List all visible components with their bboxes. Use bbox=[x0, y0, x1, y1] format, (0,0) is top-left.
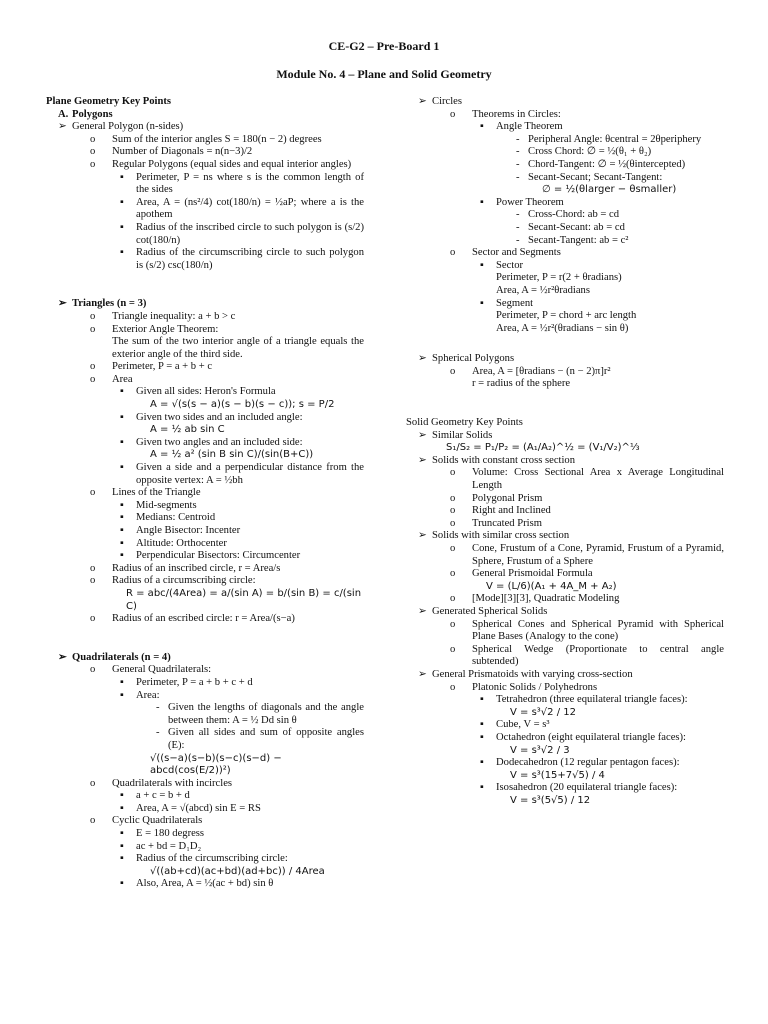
circle-bullet-icon: o bbox=[90, 664, 96, 676]
list-item bbox=[46, 652, 364, 665]
square-bullet-icon: ▪ bbox=[480, 297, 484, 309]
square-bullet-icon: ▪ bbox=[120, 790, 124, 802]
item-text: Perimeter, P = r(2 + θradians) bbox=[496, 272, 622, 284]
list-item bbox=[46, 386, 364, 399]
item-text: Given a side and a perpendicular distance from the opposite vertex: A = ½bh bbox=[136, 462, 364, 486]
square-bullet-icon: ▪ bbox=[480, 782, 484, 794]
item-text: Area, A = ½r²(θradians − sin θ) bbox=[496, 322, 629, 334]
item-text: Given all sides and sum of opposite angles (E): bbox=[168, 727, 364, 751]
list-item bbox=[406, 707, 724, 720]
item-text: Cross Chord: ∅ = ½(θ₁ + θ₂) bbox=[528, 146, 652, 158]
square-bullet-icon: ▪ bbox=[480, 121, 484, 133]
item-text: Solid Geometry Key Points bbox=[406, 417, 523, 429]
spacer bbox=[46, 272, 364, 298]
list-item bbox=[46, 109, 364, 122]
item-text: Segment bbox=[496, 297, 534, 309]
item-text: Perimeter, P = ns where s is the common length of the sides bbox=[136, 171, 364, 196]
list-item bbox=[46, 613, 364, 626]
arrow-bullet-icon: ➢ bbox=[418, 605, 427, 617]
list-item bbox=[46, 96, 364, 109]
list-item bbox=[406, 260, 724, 273]
item-text: ac + bd = D₁D₂ bbox=[136, 840, 202, 852]
circle-bullet-icon: o bbox=[450, 517, 456, 529]
list-item bbox=[406, 417, 724, 430]
list-item bbox=[46, 866, 364, 879]
item-text: Spherical Polygons bbox=[432, 353, 515, 365]
list-item bbox=[46, 664, 364, 677]
arrow-bullet-icon: ➢ bbox=[58, 121, 67, 133]
list-item bbox=[46, 753, 364, 778]
circle-bullet-icon: o bbox=[450, 593, 456, 605]
dash-bullet-icon: - bbox=[516, 133, 520, 145]
item-text: Radius of the circumscribing circle to such polygon is (s/2) csc(180/n) bbox=[136, 247, 364, 271]
square-bullet-icon: ▪ bbox=[120, 525, 124, 536]
item-text: Theorems in Circles: bbox=[472, 108, 561, 120]
item-text: Cone, Frustum of a Cone, Pyramid, Frustum of a Pyramid, Sphere, Frustum of a Sphere bbox=[472, 543, 724, 567]
list-item bbox=[46, 563, 364, 576]
list-item bbox=[406, 353, 724, 366]
circle-bullet-icon: o bbox=[450, 492, 456, 504]
circle-bullet-icon: o bbox=[90, 133, 96, 145]
formula-text: V = (L/6)(A₁ + 4A_M + A₂) bbox=[486, 580, 617, 592]
list-item bbox=[406, 770, 724, 783]
circle-bullet-icon: o bbox=[90, 361, 96, 373]
dash-bullet-icon: - bbox=[516, 146, 520, 158]
item-text: Perimeter, P = chord + arc length bbox=[496, 310, 637, 322]
item-text: Area, A = (ns²/4) cot(180/n) = ½aP; where a is the apothem bbox=[136, 196, 364, 221]
square-bullet-icon: ▪ bbox=[120, 802, 124, 814]
circle-bullet-icon: o bbox=[90, 146, 96, 158]
square-bullet-icon: ▪ bbox=[120, 550, 124, 562]
circle-bullet-icon: o bbox=[450, 247, 456, 259]
square-bullet-icon: ▪ bbox=[120, 840, 124, 852]
right-column bbox=[406, 96, 724, 807]
item-text: Radius of an escribed circle: r = Area/(s−a) bbox=[112, 613, 295, 625]
item-text: Perimeter, P = a + b + c + d bbox=[136, 676, 253, 688]
circle-bullet-icon: o bbox=[90, 815, 96, 827]
formula-text: V = s³(5√5) / 12 bbox=[510, 794, 591, 806]
square-bullet-icon: ▪ bbox=[480, 259, 484, 271]
circle-bullet-icon: o bbox=[90, 373, 96, 385]
list-item bbox=[46, 336, 364, 361]
circle-bullet-icon: o bbox=[90, 487, 96, 499]
item-text: Radius of an inscribed circle, r = Area/s bbox=[112, 562, 281, 574]
list-item bbox=[46, 399, 364, 412]
square-bullet-icon: ▪ bbox=[120, 828, 124, 840]
list-item bbox=[406, 732, 724, 745]
item-text: Area bbox=[112, 373, 133, 385]
list-item bbox=[46, 146, 364, 159]
dash-bullet-icon: - bbox=[156, 702, 160, 714]
item-text: Polygonal Prism bbox=[472, 492, 543, 504]
circle-bullet-icon: o bbox=[450, 467, 456, 479]
item-text: Chord-Tangent: ∅ = ½(θintercepted) bbox=[528, 158, 686, 170]
arrow-bullet-icon: ➢ bbox=[58, 651, 67, 663]
item-text: Given the lengths of diagonals and the angle between them: A = ½ Dd sin θ bbox=[168, 702, 364, 726]
list-item bbox=[406, 235, 724, 248]
square-bullet-icon: ▪ bbox=[120, 676, 124, 688]
square-bullet-icon: ▪ bbox=[120, 462, 124, 474]
list-item bbox=[406, 543, 724, 568]
circle-bullet-icon: o bbox=[90, 777, 96, 789]
list-item bbox=[406, 455, 724, 468]
formula-text: A = √(s(s − a)(s − b)(s − c)); s = P/2 bbox=[150, 399, 335, 411]
item-text: Cube, V = s³ bbox=[496, 719, 550, 731]
formula-text: √((s−a)(s−b)(s−c)(s−d) − abcd(cos(E/2))²) bbox=[150, 752, 282, 777]
item-text: Sum of the interior angles S = 180(n − 2) degrees bbox=[112, 133, 322, 145]
item-text: Lines of the Triangle bbox=[112, 487, 201, 499]
item-text: Radius of a circumscribing circle: bbox=[112, 575, 256, 587]
list-item bbox=[46, 878, 364, 891]
circle-bullet-icon: o bbox=[450, 365, 456, 377]
list-item bbox=[46, 172, 364, 197]
item-text: Solids with similar cross section bbox=[432, 530, 570, 542]
item-text: The sum of the two interior angle of a triangle equals the exterior angle of the third side. bbox=[112, 336, 364, 360]
list-item bbox=[406, 530, 724, 543]
list-item bbox=[46, 702, 364, 727]
item-text: Tetrahedron (three equilateral triangle faces): bbox=[496, 694, 688, 706]
arrow-bullet-icon: ➢ bbox=[58, 298, 67, 310]
item-text: Given all sides: Heron's Formula bbox=[136, 386, 276, 398]
arrow-bullet-icon: ➢ bbox=[418, 429, 427, 441]
list-item bbox=[46, 134, 364, 147]
item-text: Angle Theorem bbox=[496, 121, 563, 133]
list-item bbox=[46, 677, 364, 690]
list-item bbox=[406, 644, 724, 669]
list-item bbox=[406, 197, 724, 210]
item-text: Power Theorem bbox=[496, 196, 564, 208]
dash-bullet-icon: - bbox=[156, 727, 160, 739]
formula-text: V = s³√2 / 12 bbox=[510, 706, 576, 718]
list-item bbox=[406, 430, 724, 443]
item-text: Quadrilaterals with incircles bbox=[112, 777, 233, 789]
arrow-bullet-icon: ➢ bbox=[418, 668, 427, 680]
item-text: Medians: Centroid bbox=[136, 512, 216, 524]
item-text: Also, Area, A = ½(ac + bd) sin θ bbox=[136, 878, 274, 890]
dash-bullet-icon: - bbox=[516, 171, 520, 183]
formula-text: ∅ = ½(θlarger − θsmaller) bbox=[542, 184, 677, 196]
list-item bbox=[406, 518, 724, 531]
list-item bbox=[46, 298, 364, 311]
list-item bbox=[406, 505, 724, 518]
circle-bullet-icon: o bbox=[450, 505, 456, 517]
item-text: Radius of the circumscribing circle: bbox=[136, 853, 288, 865]
item-text: a + c = b + d bbox=[136, 790, 190, 802]
item-text: Cross-Chord: ab = cd bbox=[528, 209, 620, 221]
list-item bbox=[46, 222, 364, 247]
item-text: Perpendicular Bisectors: Circumcenter bbox=[136, 550, 301, 562]
list-item bbox=[46, 247, 364, 272]
dash-bullet-icon: - bbox=[516, 221, 520, 233]
list-item bbox=[46, 437, 364, 450]
list-item bbox=[46, 815, 364, 828]
item-text: Secant-Secant; Secant-Tangent: bbox=[528, 171, 663, 183]
square-bullet-icon: ▪ bbox=[480, 196, 484, 208]
item-text: Area, A = √(abcd) sin E = RS bbox=[136, 802, 261, 814]
dash-bullet-icon: - bbox=[516, 209, 520, 221]
circle-bullet-icon: o bbox=[450, 618, 456, 630]
circle-bullet-icon: o bbox=[450, 643, 456, 655]
item-text: Solids with constant cross section bbox=[432, 454, 576, 466]
spacer bbox=[406, 391, 724, 417]
square-bullet-icon: ▪ bbox=[120, 171, 124, 183]
item-text: Number of Diagonals = n(n−3)/2 bbox=[112, 146, 253, 158]
square-bullet-icon: ▪ bbox=[480, 731, 484, 743]
item-text: Perimeter, P = a + b + c bbox=[112, 361, 213, 373]
list-item bbox=[46, 121, 364, 134]
square-bullet-icon: ▪ bbox=[120, 499, 124, 511]
circle-bullet-icon: o bbox=[450, 543, 456, 554]
item-text: Spherical Cones and Spherical Pyramid with Spherical Plane Bases (Analogy to the cone) bbox=[472, 618, 724, 643]
list-item bbox=[406, 467, 724, 492]
list-item bbox=[406, 581, 724, 594]
item-text: Mid-segments bbox=[136, 499, 197, 511]
square-bullet-icon: ▪ bbox=[120, 386, 124, 398]
item-text: Exterior Angle Theorem: bbox=[112, 323, 219, 335]
item-text: General Quadrilaterals: bbox=[112, 664, 212, 676]
item-text: [Mode][3][3], Quadratic Modeling bbox=[472, 593, 620, 605]
list-item bbox=[46, 841, 364, 854]
list-item bbox=[406, 272, 724, 285]
list-item bbox=[406, 96, 724, 109]
formula-text: √((ab+cd)(ac+bd)(ad+bc)) / 4Area bbox=[150, 865, 325, 877]
list-item bbox=[46, 575, 364, 588]
item-text: E = 180 degress bbox=[136, 828, 205, 840]
section-heading: Triangles (n = 3) bbox=[72, 298, 147, 310]
square-bullet-icon: ▪ bbox=[120, 436, 124, 448]
list-item bbox=[46, 487, 364, 500]
list-item bbox=[46, 324, 364, 337]
item-text: General Prismoidal Formula bbox=[472, 568, 593, 580]
circle-bullet-icon: o bbox=[90, 323, 96, 335]
arrow-bullet-icon: ➢ bbox=[418, 96, 427, 107]
list-item bbox=[46, 778, 364, 791]
list-item bbox=[46, 727, 364, 752]
item-text: Radius of the inscribed circle to such polygon is (s/2) cot(180/n) bbox=[136, 221, 364, 246]
list-item bbox=[46, 500, 364, 513]
list-item bbox=[406, 795, 724, 808]
list-item bbox=[406, 619, 724, 644]
list-item bbox=[46, 361, 364, 374]
formula-text: R = abc/(4Area) = a/(sin A) = b/(sin B) = c/(sin C) bbox=[126, 587, 362, 612]
item-text: Peripheral Angle: θcentral = 2θperiphery bbox=[528, 133, 702, 145]
list-item bbox=[406, 323, 724, 336]
arrow-bullet-icon: ➢ bbox=[418, 530, 427, 542]
item-text: Angle Bisector: Incenter bbox=[136, 525, 241, 536]
circle-bullet-icon: o bbox=[90, 158, 96, 170]
list-item bbox=[406, 782, 724, 795]
square-bullet-icon: ▪ bbox=[120, 537, 124, 549]
list-marker: A. bbox=[58, 108, 69, 120]
list-item bbox=[46, 424, 364, 437]
formula-text: V = s³(15+7√5) / 4 bbox=[510, 769, 605, 781]
item-text: General Prismatoids with varying cross-section bbox=[432, 668, 633, 680]
item-text: Sector bbox=[496, 259, 524, 271]
item-text: Area, A = ½r²θradians bbox=[496, 284, 590, 296]
list-item bbox=[406, 109, 724, 122]
circle-bullet-icon: o bbox=[450, 108, 456, 120]
item-text: Generated Spherical Solids bbox=[432, 605, 548, 617]
list-item bbox=[46, 803, 364, 816]
dash-bullet-icon: - bbox=[516, 158, 520, 170]
item-text: Secant-Tangent: ab = c² bbox=[528, 234, 629, 246]
list-item bbox=[406, 493, 724, 506]
list-item bbox=[406, 184, 724, 197]
square-bullet-icon: ▪ bbox=[120, 221, 124, 233]
circle-bullet-icon: o bbox=[450, 681, 456, 693]
item-text: Sector and Segments bbox=[472, 247, 561, 259]
list-item bbox=[406, 568, 724, 581]
section-heading: Quadrilaterals (n = 4) bbox=[72, 651, 171, 663]
list-item bbox=[406, 719, 724, 732]
list-item bbox=[406, 146, 724, 159]
item-text: Triangle inequality: a + b > c bbox=[112, 310, 236, 322]
item-text: Volume: Cross Sectional Area x Average Longitudinal Length bbox=[472, 467, 724, 492]
left-column bbox=[46, 96, 364, 891]
item-text: Cyclic Quadrilaterals bbox=[112, 815, 203, 827]
square-bullet-icon: ▪ bbox=[120, 853, 124, 865]
item-text: Right and Inclined bbox=[472, 505, 551, 517]
list-item bbox=[406, 606, 724, 619]
list-item bbox=[406, 310, 724, 323]
list-item bbox=[406, 378, 724, 391]
formula-text: A = ½ a² (sin B sin C)/(sin(B+C)) bbox=[150, 449, 314, 461]
spacer bbox=[406, 335, 724, 353]
module-title: Module No. 4 – Plane and Solid Geometry bbox=[276, 67, 492, 81]
list-item bbox=[406, 366, 724, 379]
arrow-bullet-icon: ➢ bbox=[418, 454, 427, 466]
item-text: Circles bbox=[432, 96, 463, 107]
square-bullet-icon: ▪ bbox=[480, 757, 484, 769]
list-item bbox=[46, 525, 364, 538]
formula-text: A = ½ ab sin C bbox=[150, 424, 225, 436]
circle-bullet-icon: o bbox=[90, 562, 96, 574]
formula-text: V = s³√2 / 3 bbox=[510, 744, 570, 756]
item-text: Altitude: Orthocenter bbox=[136, 537, 227, 549]
list-item bbox=[406, 247, 724, 260]
square-bullet-icon: ▪ bbox=[480, 719, 484, 731]
list-item bbox=[406, 442, 724, 455]
item-text: Given two angles and an included side: bbox=[136, 436, 303, 448]
list-item bbox=[406, 121, 724, 134]
list-item bbox=[46, 588, 364, 613]
list-item bbox=[46, 412, 364, 425]
square-bullet-icon: ▪ bbox=[480, 694, 484, 706]
item-text: Area: bbox=[136, 689, 160, 701]
circle-bullet-icon: o bbox=[90, 575, 96, 587]
list-item bbox=[46, 853, 364, 866]
item-text: Dodecahedron (12 regular pentagon faces): bbox=[496, 757, 680, 769]
item-text: Given two sides and an included angle: bbox=[136, 411, 303, 423]
square-bullet-icon: ▪ bbox=[120, 689, 124, 701]
list-item bbox=[406, 669, 724, 682]
list-item bbox=[46, 690, 364, 703]
list-item bbox=[406, 298, 724, 311]
item-text: Similar Solids bbox=[432, 429, 493, 441]
list-item bbox=[406, 222, 724, 235]
item-text: Truncated Prism bbox=[472, 517, 542, 529]
item-text: Platonic Solids / Polyhedrons bbox=[472, 681, 598, 693]
list-item bbox=[46, 512, 364, 525]
list-item bbox=[406, 159, 724, 172]
item-text: Octahedron (eight equilateral triangle faces): bbox=[496, 731, 687, 743]
square-bullet-icon: ▪ bbox=[120, 878, 124, 890]
list-item bbox=[46, 462, 364, 487]
document-title: CE-G2 – Pre-Board 1 bbox=[328, 39, 440, 53]
item-text: Secant-Secant: ab = cd bbox=[528, 221, 625, 233]
list-item bbox=[406, 134, 724, 147]
item-text: Spherical Wedge (Proportionate to central angle subtended) bbox=[472, 643, 724, 668]
square-bullet-icon: ▪ bbox=[120, 512, 124, 524]
item-text: General Polygon (n-sides) bbox=[72, 121, 184, 133]
square-bullet-icon: ▪ bbox=[120, 196, 124, 208]
spacer bbox=[46, 626, 364, 652]
square-bullet-icon: ▪ bbox=[120, 411, 124, 423]
list-item bbox=[406, 209, 724, 222]
list-item bbox=[406, 757, 724, 770]
list-item bbox=[406, 745, 724, 758]
arrow-bullet-icon: ➢ bbox=[418, 353, 427, 365]
circle-bullet-icon: o bbox=[90, 310, 96, 322]
square-bullet-icon: ▪ bbox=[120, 247, 124, 259]
item-text: Regular Polygons (equal sides and equal interior angles) bbox=[112, 158, 352, 170]
circle-bullet-icon: o bbox=[90, 613, 96, 625]
item-text: Area, A = [θradians − (n − 2)π]r² bbox=[472, 365, 611, 377]
circle-bullet-icon: o bbox=[450, 568, 456, 580]
list-item bbox=[46, 550, 364, 563]
formula-text: S₁/S₂ = P₁/P₂ = (A₁/A₂)^½ = (V₁/V₂)^⅓ bbox=[446, 442, 640, 454]
list-item bbox=[406, 172, 724, 185]
item-text: Isosahedron (20 equilateral triangle faces): bbox=[496, 782, 678, 794]
list-item bbox=[46, 538, 364, 551]
list-item bbox=[46, 374, 364, 387]
list-item bbox=[46, 449, 364, 462]
section-heading: Polygons bbox=[72, 108, 113, 120]
list-item bbox=[46, 197, 364, 222]
dash-bullet-icon: - bbox=[516, 234, 520, 246]
item-text: r = radius of the sphere bbox=[472, 378, 571, 390]
list-item bbox=[406, 694, 724, 707]
list-item bbox=[406, 682, 724, 695]
list-item bbox=[406, 593, 724, 606]
list-item bbox=[406, 285, 724, 298]
list-item bbox=[46, 311, 364, 324]
list-item bbox=[46, 828, 364, 841]
list-item bbox=[46, 790, 364, 803]
section-heading: Plane Geometry Key Points bbox=[46, 96, 172, 107]
list-item bbox=[46, 159, 364, 172]
